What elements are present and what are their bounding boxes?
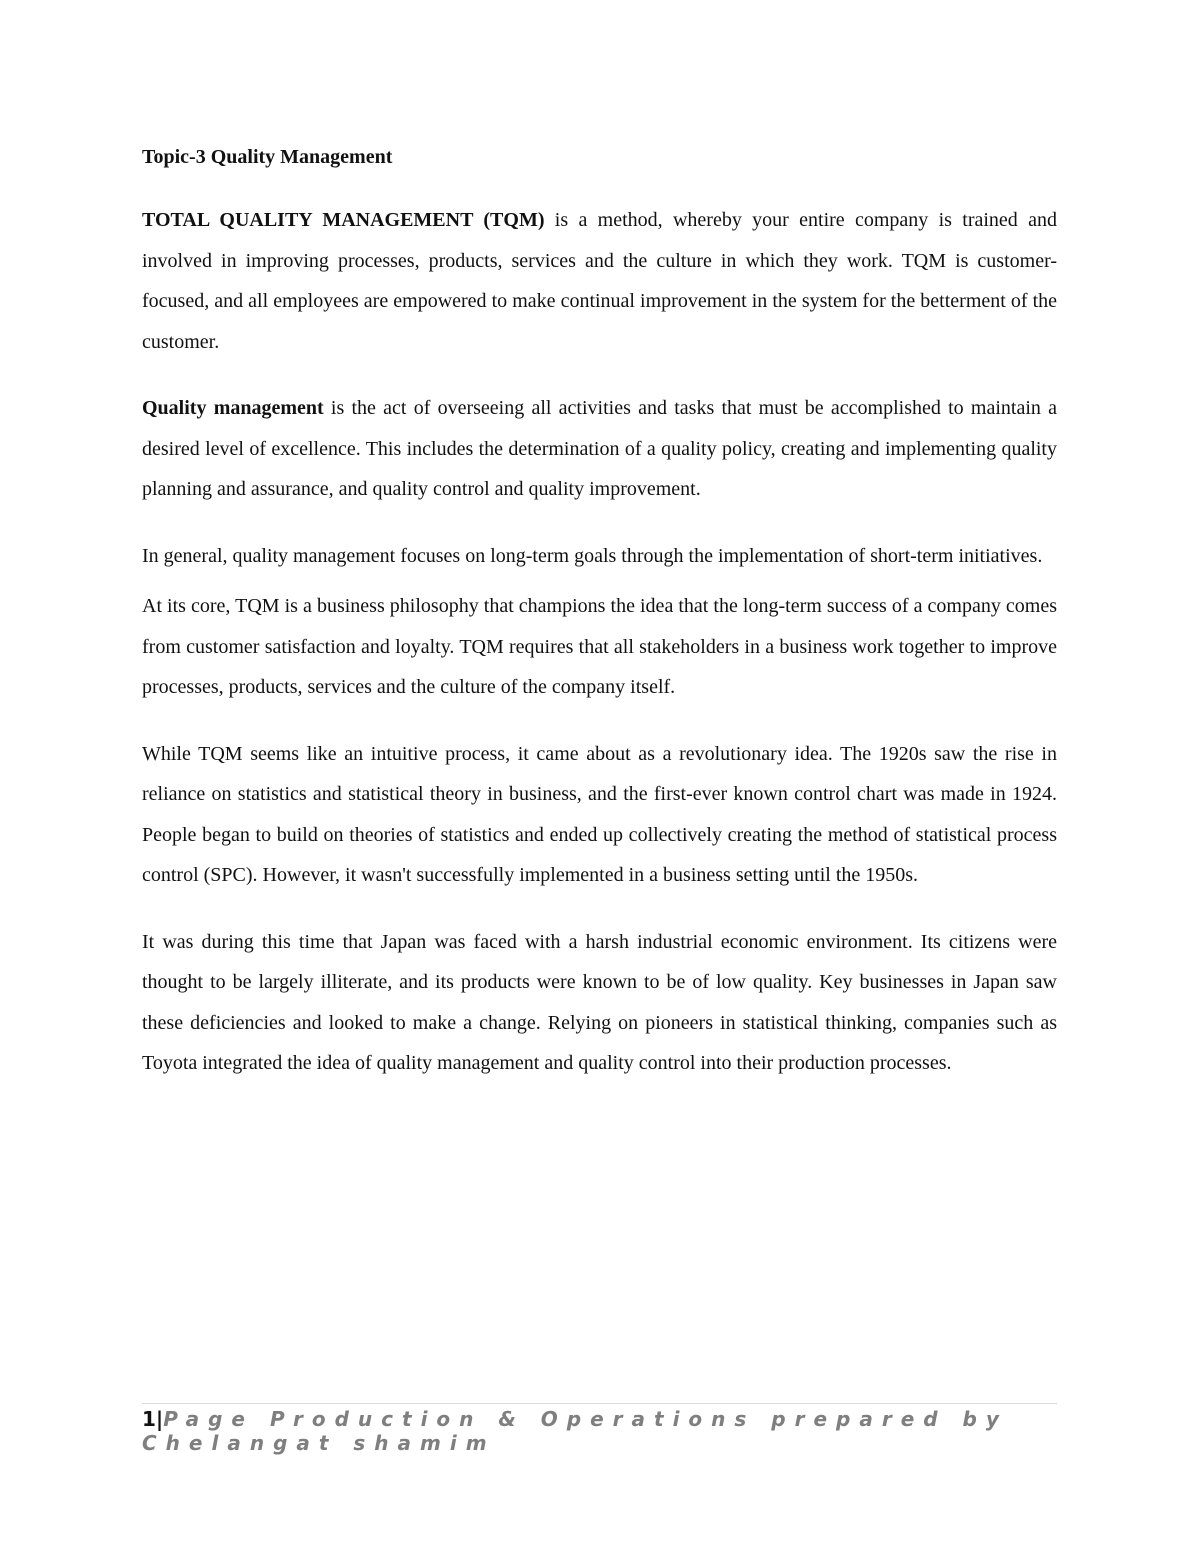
paragraph-japan [142,922,1057,1084]
page-footer [142,1403,1057,1455]
paragraph-text: is a method, whereby your entire company is trained and involved in improving processes, products, services and the culture in which they work. TQM is customer-focused, and all employees are empowered to make continual improvement in the system for the betterment of the customer. [142,209,1058,353]
paragraph-lead: TOTAL QUALITY MANAGEMENT (TQM) [142,209,545,231]
page-number: 1 [142,1407,156,1431]
paragraph-quality-management [142,388,1057,510]
paragraph-text: In general, quality management focuses on long-term goals through the implementation of short-term initiatives. [142,544,1043,567]
paragraph-general [142,536,1057,577]
page-title: Topic-3 Quality Management [142,146,393,168]
document-body [142,140,1057,1110]
footer-separator: | [155,1407,164,1431]
paragraph-text: While TQM seems like an intuitive process, it came about as a revolutionary idea. The 1920s saw the rise in reliance on statistics and statistical theory in business, and the first-ever known control chart was made in 1924. People began to build on theories of statistics and ended up collectively creating the method of statistical process control (SPC). However, it wasn't successfully implemented in a business setting until the 1950s. [142,742,1057,886]
paragraph-core [142,586,1057,708]
paragraph-history [142,734,1057,896]
paragraph-text: It was during this time that Japan was faced with a harsh industrial economic environment. Its citizens were thought to be largely illiterate, and its products were known to be of low quality. Key businesses in Japan saw these deficiencies and looked to make a change. Relying on pioneers in statistical thinking, companies such as Toyota integrated the idea of quality management and quality control into their production processes. [142,930,1057,1074]
paragraph-text: is the act of overseeing all activities and tasks that must be accomplished to maintain a desired level of excellence. This includes the determination of a quality policy, creating and implementing quality planning and assurance, and quality control and quality improvement. [142,397,1057,500]
paragraph-text: At its core, TQM is a business philosophy that champions the idea that the long-term success of a company comes from customer satisfaction and loyalty. TQM requires that all stakeholders in a business work together to improve processes, products, services and the culture of the company itself. [142,595,1057,698]
paragraph-lead: Quality management [142,397,324,419]
paragraph-tqm-definition [142,200,1057,362]
footer-text: Page Production & Operations prepared by Chelangat shamim [142,1407,1008,1455]
